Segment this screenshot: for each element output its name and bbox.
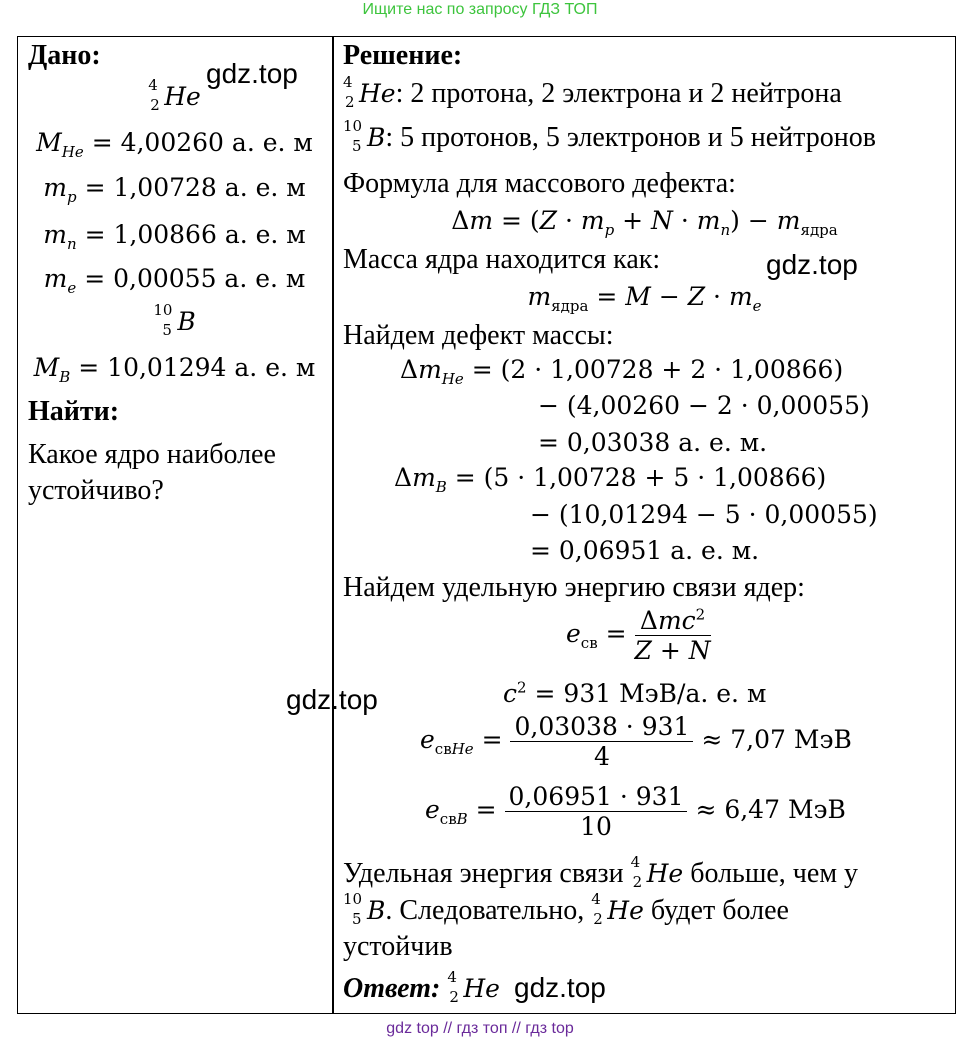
- conclusion-line-1: Удельная энергия связи 4 2 He больше, чем у: [343, 853, 859, 891]
- dm-he-line-2: − (4,00260 − 2 · 0,00055): [538, 391, 870, 420]
- find-defect-title: Найдем дефект массы:: [343, 320, 614, 351]
- energy-formula: $e_{св}$ = $\frac{\Delta mc^2}{Z + N}$: [566, 605, 711, 665]
- nucleus-mass-formula: $m_{ядра} = M - Z \cdot m_e$: [527, 282, 762, 315]
- watermark: gdz.top: [766, 249, 858, 280]
- energy-he: $e_{свHe}$ = $\frac{0,03038 \cdot 931}{4}$ ≈ 7,07 МэВ: [420, 712, 852, 771]
- given-mass-he: $M_{He} = 4,00260$ а. е. м: [36, 128, 313, 161]
- conclusion-line-3: устойчив: [343, 931, 453, 962]
- defect-formula: $\Delta m = (Z \cdot m_p + N \cdot m_n) - m_{ядра}$: [451, 206, 838, 239]
- watermark: gdz.top: [286, 684, 378, 715]
- given-mass-b: $M_B = 10,01294$ а. е. м: [33, 353, 316, 386]
- watermark: gdz.top: [514, 972, 606, 1003]
- nucleus-mass-title: Масса ядра находится как:: [343, 244, 661, 275]
- dm-b-line-2: − (10,01294 − 5 · 0,00055): [530, 500, 878, 529]
- given-mass-proton: $m_p = 1,00728$ а. е. м: [43, 173, 306, 206]
- given-mass-neutron: $m_n = 1,00866$ а. е. м: [43, 220, 306, 253]
- dm-b-line-3: = 0,06951 а. е. м.: [530, 536, 760, 565]
- given-mass-electron: $m_e = 0,00055$ а. е. м: [43, 264, 306, 297]
- top-banner: Ищите нас по запросу ГДЗ ТОП: [362, 1, 598, 18]
- watermark: gdz.top: [206, 58, 298, 89]
- he-composition: 4 2 He: 2 протона, 2 электрона и 2 нейтрона: [343, 73, 842, 111]
- defect-formula-title: Формула для массового дефекта:: [343, 168, 736, 199]
- solution-heading: Решение:: [343, 40, 463, 71]
- answer-line: Ответ: 4 2 He: [343, 968, 500, 1006]
- bottom-banner: gdz top // гдз топ // гдз top: [386, 1020, 574, 1037]
- conclusion-line-2: 10 5 B. Следовательно, 4 2 He будет более: [343, 890, 789, 928]
- given-b-nuclide: 10 5 B: [153, 301, 196, 339]
- question-line-2: устойчиво?: [28, 475, 164, 506]
- given-heading: Дано:: [28, 40, 101, 71]
- dm-he-line-1: $\Delta m_{He} = (2 \cdot 1,00728 + 2 \cdot 1,00866)$: [400, 355, 844, 388]
- c-squared-value: $c^2 = 931$ МэВ/а. е. м: [503, 678, 767, 708]
- answer-label: Ответ:: [343, 973, 441, 1004]
- b-composition: 10 5 B: 5 протонов, 5 электронов и 5 нейтронов: [343, 117, 876, 155]
- question-line-1: Какое ядро наиболее: [28, 439, 276, 470]
- dm-he-line-3: = 0,03038 а. е. м.: [538, 428, 768, 457]
- energy-b: $e_{свB}$ = $\frac{0,06951 \cdot 931}{10}$ ≈ 6,47 МэВ: [425, 782, 846, 841]
- find-energy-title: Найдем удельную энергию связи ядер:: [343, 572, 805, 603]
- column-divider: [332, 36, 334, 1014]
- find-heading: Найти:: [28, 396, 120, 427]
- given-he-nuclide: 4 2 He: [148, 76, 201, 114]
- dm-b-line-1: $\Delta m_B = (5 \cdot 1,00728 + 5 \cdot 1,00866)$: [394, 463, 827, 496]
